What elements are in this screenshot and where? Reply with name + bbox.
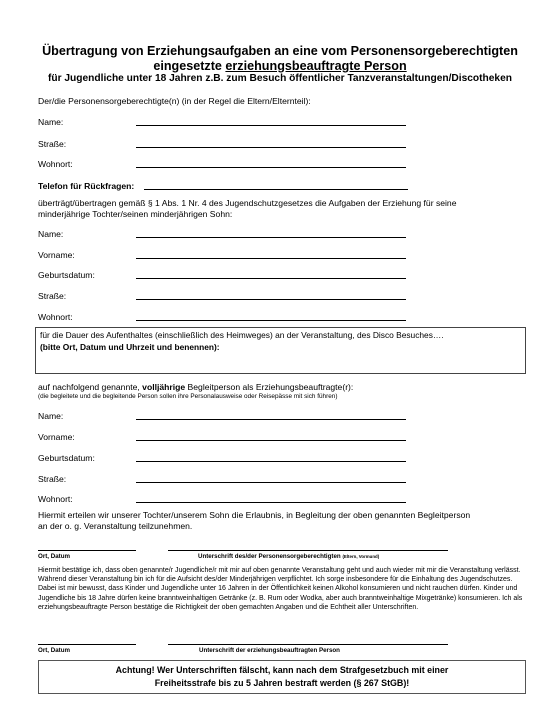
title-line-2-underlined: erziehungsbeauftragte Person [225, 58, 407, 73]
guardian-city-field[interactable] [136, 167, 406, 168]
minor-firstname-field[interactable] [136, 258, 406, 259]
companion-signature-label: Unterschrift der erziehungsbeauftragten Person [199, 647, 340, 654]
companion-city-label: Wohnort: [38, 494, 73, 504]
guardian-signature-label-small: (Eltern, Vormund) [342, 554, 380, 559]
companion-place-date-field[interactable] [38, 644, 136, 645]
minor-firstname-label: Vorname: [38, 250, 75, 260]
document-title [20, 44, 540, 73]
minor-city-field[interactable] [136, 320, 406, 321]
guardian-place-date-label: Ort, Datum [38, 553, 70, 560]
minor-street-field[interactable] [136, 299, 406, 300]
guardian-intro: Der/die Personensorgeberechtigte(n) (in der Regel die Eltern/Elternteil): [38, 96, 311, 106]
guardian-name-label: Name: [38, 117, 64, 127]
companion-place-date-label: Ort, Datum [38, 647, 70, 654]
event-box-line-2: (bitte Ort, Datum und Uhrzeit und benennen): [40, 341, 220, 352]
document-subtitle: für Jugendliche unter 18 Jahren z.B. zum Besuch öffentlicher Tanzveranstaltungen/Discotheken [47, 73, 512, 84]
companion-intro-suffix: Begleitperson als Erziehungsbeauftragte(r): [185, 382, 354, 392]
warning-line-1: Achtung! Wer Unterschriften fälscht, kann nach dem Strafgesetzbuch mit einer [115, 665, 449, 675]
companion-intro-prefix: auf nachfolgend genannte, [38, 382, 143, 392]
minor-street-label: Straße: [38, 291, 67, 301]
minor-birthdate-field[interactable] [136, 278, 406, 279]
confirmation-text: Hiermit bestätige ich, dass oben genannte/r Jugendliche/r mit mir auf oben genannte Veranstaltung geht und auch wieder mit mir die Veranstaltung verlässt. Während dieser Veranstaltung bin ich für die Aufsicht des/der Minderjährigen verpflichtet. Ich sorge insbesondere für die Einhaltung des Jugendschutzes. Dabei ist mir bewusst, dass Kinder und Jugendliche unter 16 Jahren in der Öffentlichkeit keinen Alkohol konsumieren und nicht rauchen dürfen. Kinder und Jugendliche bis 18 Jahre dürfen keine branntweinhaltigen Getränke (z. B. Rum oder Wodka, aber auch branntweinhaltige Mixgetränke) konsumieren. Ich als erziehungsbeauftragte Person bestätige die Richtigkeit der oben gemachten Angaben und die Echtheit aller Unterschriften. [38, 567, 523, 611]
event-box-line-1: für die Dauer des Aufenthaltes (einschließlich des Heimweges) an der Veranstaltung, des Disco Besuches…. [40, 330, 444, 340]
minor-birthdate-label: Geburtsdatum: [38, 270, 95, 280]
minor-name-label: Name: [38, 229, 64, 239]
companion-street-field[interactable] [136, 482, 406, 483]
companion-intro [38, 382, 353, 393]
companion-note: (die begleitete und die begleitende Person sollen ihre Personalausweise oder Reisepässe mit sich führen) [38, 393, 338, 400]
permission-text: Hiermit erteilen wir unserer Tochter/unserem Sohn die Erlaubnis, in Begleitung der oben genannten Begleitperson an der o. g. Veranstaltung teilzunehmen. [38, 510, 471, 531]
guardian-place-date-field[interactable] [38, 550, 136, 551]
warning-line-2: Freiheitsstrafe bis zu 5 Jahren bestraft werden (§ 267 StGB)! [154, 678, 410, 688]
title-line-2 [20, 59, 540, 74]
minor-name-field[interactable] [136, 237, 406, 238]
minor-intro: überträgt/übertragen gemäß § 1 Abs. 1 Nr. 4 des Jugendschutzgesetzes die Aufgaben der Erziehung für seine minderjährige Tochter/seinen minderjährigen Sohn: [38, 198, 457, 219]
companion-birthdate-field[interactable] [136, 461, 406, 462]
guardian-signature-field[interactable] [168, 550, 448, 551]
event-box-text [36, 328, 525, 355]
phone-label: Telefon für Rückfragen: [38, 181, 135, 191]
phone-field[interactable] [144, 189, 408, 190]
title-line-2-prefix: eingesetzte [153, 58, 226, 73]
warning-box [38, 660, 526, 694]
companion-firstname-label: Vorname: [38, 432, 75, 442]
companion-city-field[interactable] [136, 502, 406, 503]
minor-city-label: Wohnort: [38, 312, 73, 322]
guardian-name-field[interactable] [136, 125, 406, 126]
companion-name-label: Name: [38, 411, 64, 421]
event-details-box[interactable] [35, 327, 526, 374]
guardian-signature-label-main: Unterschrift des/der Personensorgeberechtigten [198, 553, 341, 560]
companion-firstname-field[interactable] [136, 440, 406, 441]
companion-name-field[interactable] [136, 419, 406, 420]
companion-birthdate-label: Geburtsdatum: [38, 453, 95, 463]
title-line-1: Übertragung von Erziehungsaufgaben an eine vom Personensorgeberechtigten [42, 44, 518, 58]
guardian-street-label: Straße: [38, 139, 67, 149]
companion-street-label: Straße: [38, 474, 67, 484]
guardian-signature-label [198, 553, 379, 560]
companion-signature-field[interactable] [168, 644, 448, 645]
guardian-street-field[interactable] [136, 147, 406, 148]
guardian-city-label: Wohnort: [38, 159, 73, 169]
companion-intro-bold: volljährige [142, 382, 186, 392]
